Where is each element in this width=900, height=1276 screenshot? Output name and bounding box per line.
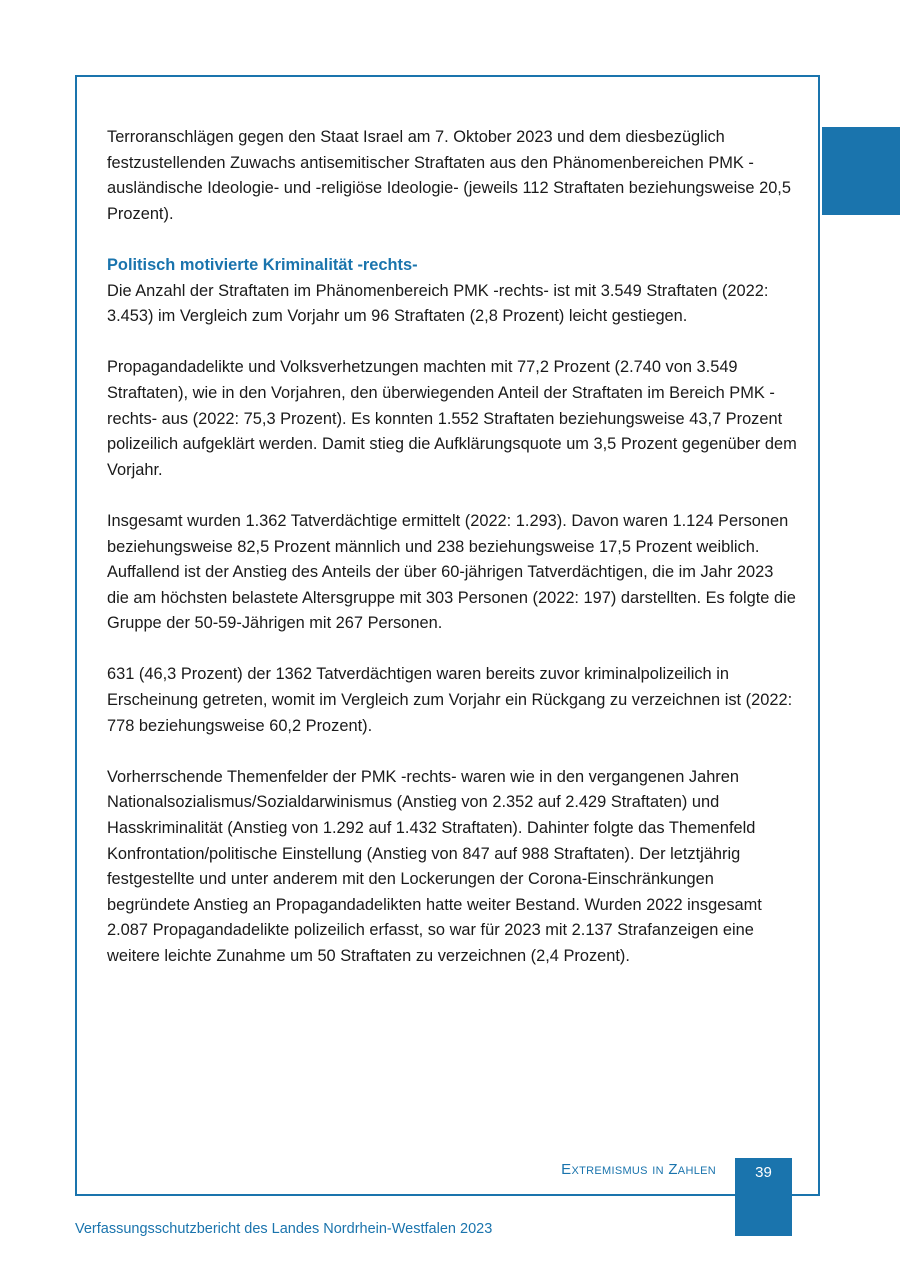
paragraph-topics: Vorherrschende Themenfelder der PMK -rechts- waren wie in den vergangenen Jahren Nationalsozialismus/Sozialdarwinismus (Anstieg von 2.352 auf 2.429 Straftaten) und Hasskriminalität (Anstieg von 1.292 auf 1.432 Straftaten). Dahinter folgte das Themenfeld Konfrontation/politische Einstellung (Anstieg von 847 auf 988 Straftaten). Der letztjährig festgestellte und unter anderem mit den Lockerungen der Corona-Einschränkungen begründete Anstieg an Propagandadelikten hatte weiter Bestand. Wurden 2022 insgesamt 2.087 Propagandadelikte polizeilich erfasst, so war für 2023 mit 2.137 Strafanzeigen eine weitere leichte Zunahme um 50 Straftaten zu verzeichnen (2,4 Prozent). xyxy=(107,767,762,965)
publication-title: Verfassungsschutzbericht des Landes Nordrhein-Westfalen 2023 xyxy=(75,1221,493,1237)
paragraph-offense-count: Die Anzahl der Straftaten im Phänomenbereich PMK -rechts- ist mit 3.549 Straftaten (2022: 3.453) im Vergleich zum Vorjahr um 96 Straftaten (2,8 Prozent) leicht gestiegen. xyxy=(107,281,769,326)
page-number-box xyxy=(735,1158,792,1236)
section-heading: Politisch motivierte Kriminalität -rechts- xyxy=(107,255,418,274)
page-number: 39 xyxy=(755,1164,772,1181)
paragraph-intro: Terroranschlägen gegen den Staat Israel am 7. Oktober 2023 und dem diesbezüglich festzustellenden Zuwachs antisemitischer Straftaten aus den Phänomenbereichen PMK -ausländische Ideologie- und -religiöse Ideologie- (jeweils 112 Straftaten beziehungsweise 20,5 Prozent). xyxy=(107,128,791,223)
running-section-title: Extremismus in Zahlen xyxy=(561,1161,716,1178)
chapter-tab xyxy=(822,127,900,215)
paragraph-propaganda: Propagandadelikte und Volksverhetzungen machten mit 77,2 Prozent (2.740 von 3.549 Straftaten), wie in den Vorjahren, den überwiegenden Anteil der Straftaten im Bereich PMK -rechts- aus (2022: 75,3 Prozent). Es konnten 1.552 Straftaten beziehungsweise 43,7 Prozent polizeilich aufgeklärt werden. Damit stieg die Aufklärungsquote um 3,5 Prozent gegenüber dem Vorjahr. xyxy=(107,358,797,479)
paragraph-prior-record: 631 (46,3 Prozent) der 1362 Tatverdächtigen waren bereits zuvor kriminalpolizeilich in Erscheinung getreten, womit im Vergleich zum Vorjahr ein Rückgang zu verzeichnen ist (2022: 778 beziehungsweise 60,2 Prozent). xyxy=(107,665,793,735)
body-text xyxy=(107,125,797,995)
paragraph-suspects: Insgesamt wurden 1.362 Tatverdächtige ermittelt (2022: 1.293). Davon waren 1.124 Personen beziehungsweise 82,5 Prozent männlich und 238 beziehungsweise 17,5 Prozent weiblich. Auffallend ist der Anstieg des Anteils der über 60-jährigen Tatverdächtigen, die im Jahr 2023 die am höchsten belastete Altersgruppe mit 303 Personen (2022: 197) darstellten. Es folgte die Gruppe der 50-59-Jährigen mit 267 Personen. xyxy=(107,511,796,633)
